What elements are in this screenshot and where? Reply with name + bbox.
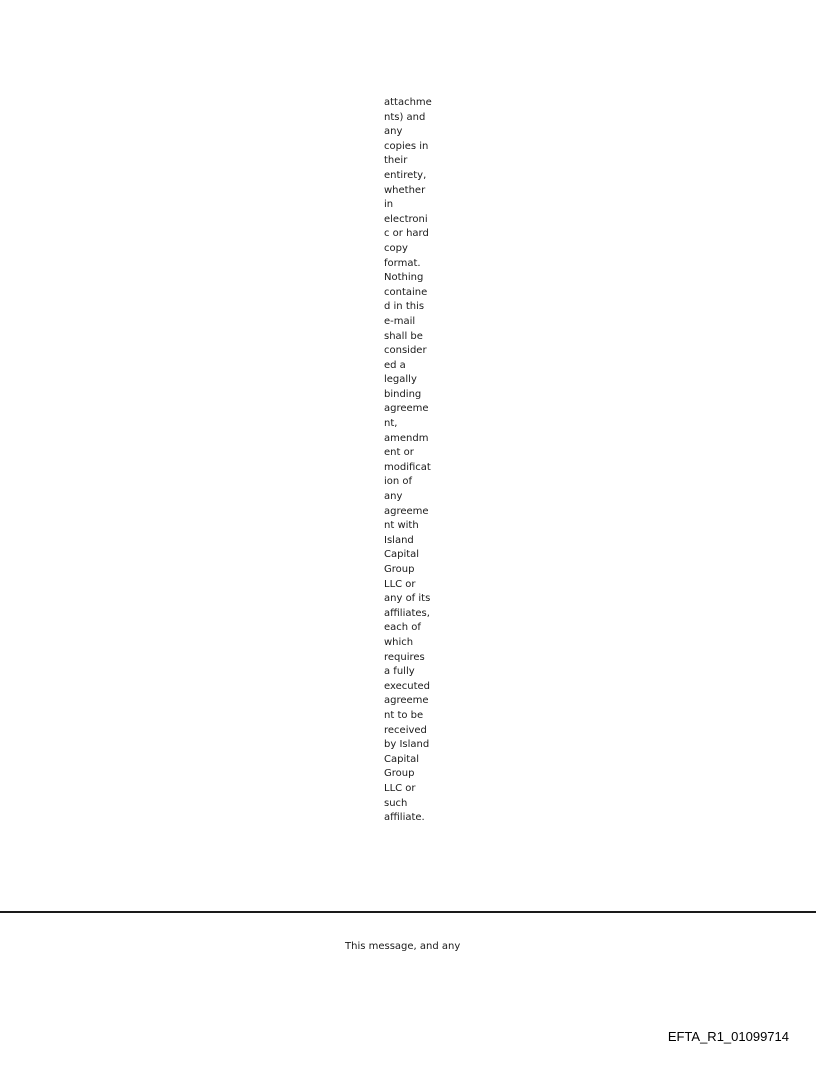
column-line: modificat [384,461,431,473]
column-line: LLC or [384,578,416,590]
column-line: agreeme [384,403,429,415]
column-line: in [384,199,394,211]
column-line: received [384,724,427,736]
column-line: by Island [384,739,430,751]
column-line: ent or [384,447,414,459]
column-line: executed [384,680,430,692]
column-line: requires [384,651,425,663]
column-line: each of [384,622,421,634]
column-line: such [384,797,408,809]
column-line: amendm [384,432,429,444]
column-line: Group [384,768,415,780]
document-id: EFTA_R1_01099714 [667,1029,789,1044]
column-line: entirety, [384,169,427,181]
column-line: nt to be [384,709,424,721]
column-line: their [384,155,408,167]
column-line: attachme [384,97,432,108]
column-line: Nothing [384,272,424,284]
column-line: binding [384,388,422,400]
column-line: agreeme [384,505,429,517]
column-line: nt with [384,520,419,532]
column-line: nt, [384,418,398,430]
column-line: any [384,126,403,138]
column-line: agreeme [384,695,429,707]
column-line: LLC or [384,782,416,794]
column-line: ed a [384,359,406,371]
column-line: c or hard [384,228,429,240]
column-line: a fully [384,666,415,678]
disclaimer-column [384,96,440,826]
column-line: affiliate. [384,812,425,824]
column-line: containe [384,286,428,298]
column-line: Island [384,534,414,546]
column-line: copy [384,242,408,254]
column-line: copies in [384,140,429,152]
column-line: any [384,491,403,503]
column-line: affiliates, [384,607,430,619]
column-line: shall be [384,330,423,342]
column-line: d in this [384,301,425,313]
column-line: legally [384,374,417,386]
column-line: electroni [384,213,428,225]
column-line: which [384,636,414,648]
column-line: Group [384,564,415,575]
horizontal-divider [0,911,816,913]
footer-message-text: This message, and any [345,941,461,952]
column-line: format. [384,257,421,269]
column-line: Capital [384,549,420,561]
column-line: e-mail [384,315,416,327]
column-line: whether [384,184,426,196]
column-line: ion of [384,476,413,488]
column-line: Capital [384,753,420,765]
column-line: consider [384,345,427,357]
column-line: any of its [384,593,431,605]
column-line: nts) and [384,111,426,123]
